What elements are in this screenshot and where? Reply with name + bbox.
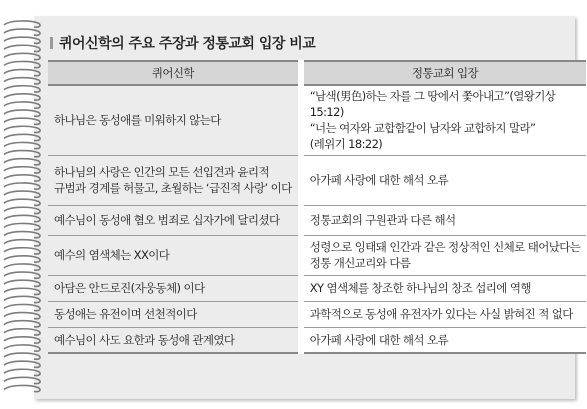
response-line: 15:12) bbox=[309, 105, 344, 120]
title-bar bbox=[50, 37, 53, 49]
spiral-coil bbox=[4, 248, 40, 254]
orthodox-response: 아가페 사랑에 대한 해석 오류 bbox=[301, 327, 587, 353]
spiral-coil bbox=[4, 110, 40, 116]
spiral-coil bbox=[4, 345, 40, 351]
spiral-coil bbox=[4, 240, 40, 246]
spiral-coil bbox=[4, 183, 40, 189]
spiral-coil bbox=[4, 369, 40, 375]
response-line: “너는 여자와 교합함같이 남자와 교합하지 말라” bbox=[309, 121, 536, 136]
spiral-coil bbox=[4, 361, 40, 367]
spiral-coil bbox=[4, 53, 40, 59]
spiral-coil bbox=[4, 134, 40, 140]
orthodox-response: XY 염색체를 창조한 하나님의 창조 섭리에 역행 bbox=[301, 275, 587, 301]
spiral-coil bbox=[4, 329, 40, 335]
spiral-coil bbox=[4, 353, 40, 359]
spiral-coil bbox=[4, 264, 40, 270]
spiral-coil bbox=[4, 207, 40, 213]
spiral-coil bbox=[4, 288, 40, 294]
spiral-coil bbox=[4, 313, 40, 319]
queer-claim: 동성애는 유전이며 선천적이다 bbox=[48, 301, 301, 327]
spiral-coil bbox=[4, 321, 40, 327]
comparison-table bbox=[48, 60, 586, 354]
spiral-coil bbox=[4, 102, 40, 108]
spiral-coil bbox=[4, 70, 40, 76]
response-line: (레위기 18:22) bbox=[309, 137, 383, 152]
table-header-row bbox=[48, 61, 586, 85]
spiral-coil bbox=[4, 21, 40, 27]
page-title bbox=[50, 33, 315, 53]
queer-claim: 예수님이 동성애 혐오 범죄로 십자가에 달리셨다 bbox=[48, 205, 301, 235]
spiral-coil bbox=[4, 199, 40, 205]
table-row bbox=[48, 85, 586, 155]
spiral-coil bbox=[4, 142, 40, 148]
spiral-coil bbox=[4, 151, 40, 157]
claim-line: 하나님의 사랑은 인간의 모든 선입견과 윤리적 bbox=[54, 165, 269, 179]
spiral-coil bbox=[4, 377, 40, 383]
spiral-coil bbox=[4, 78, 40, 84]
spiral-coil bbox=[4, 118, 40, 124]
spiral-coil bbox=[4, 272, 40, 278]
spiral-coil bbox=[4, 45, 40, 51]
orthodox-response: 과학적으로 동성애 유전자가 있다는 사실 밝혀진 적 없다 bbox=[301, 301, 587, 327]
header-orthodox-position: 정통교회 입장 bbox=[301, 61, 587, 85]
queer-claim: 하나님은 동성애를 미워하지 않는다 bbox=[48, 85, 301, 155]
response-line: 성령으로 잉태돼 인간과 같은 정상적인 신체로 태어났다는 bbox=[309, 240, 581, 254]
spiral-binding bbox=[0, 16, 44, 399]
spiral-coil bbox=[4, 167, 40, 173]
spiral-coil bbox=[4, 61, 40, 67]
orthodox-response bbox=[301, 85, 587, 155]
spiral-coil bbox=[4, 86, 40, 92]
table-row bbox=[48, 275, 586, 301]
table-row bbox=[48, 301, 586, 327]
spiral-coil bbox=[4, 126, 40, 132]
claim-line: 규범과 경계를 허물고, 초월하는 ‘급진적 사랑’ 이다 bbox=[54, 181, 292, 195]
spiral-coil bbox=[4, 337, 40, 343]
response-line: “남색(男色)하는 자를 그 땅에서 쫓아내고”(열왕기상 bbox=[309, 89, 556, 104]
table-row bbox=[48, 235, 586, 275]
spiral-coil bbox=[4, 175, 40, 181]
response-line: 정통 개신교리와 다름 bbox=[309, 256, 411, 270]
spiral-coil bbox=[4, 94, 40, 100]
queer-claim bbox=[48, 155, 301, 205]
spiral-coil bbox=[4, 280, 40, 286]
spiral-coil bbox=[4, 191, 40, 197]
spiral-coil bbox=[4, 304, 40, 310]
spiral-coil bbox=[4, 159, 40, 165]
spiral-coil bbox=[4, 232, 40, 238]
spiral-coil bbox=[4, 385, 40, 391]
spiral-coil bbox=[4, 37, 40, 43]
queer-claim: 예수님이 사도 요한과 동성애 관계였다 bbox=[48, 327, 301, 353]
header-queer-theology: 퀴어신학 bbox=[48, 61, 301, 85]
queer-claim: 아담은 안드로진(자웅동체) 이다 bbox=[48, 275, 301, 301]
orthodox-response: 아가페 사랑에 대한 해석 오류 bbox=[301, 155, 587, 205]
title-text: 퀴어신학의 주요 주장과 정통교회 입장 비교 bbox=[59, 36, 316, 52]
table-row bbox=[48, 205, 586, 235]
spiral-coil bbox=[4, 256, 40, 262]
spiral-coil bbox=[4, 29, 40, 35]
spiral-coil bbox=[4, 296, 40, 302]
orthodox-response bbox=[301, 235, 587, 275]
orthodox-response: 정통교회의 구원관과 다른 해석 bbox=[301, 205, 587, 235]
table-row bbox=[48, 155, 586, 205]
table-row bbox=[48, 327, 586, 353]
spiral-coil bbox=[4, 223, 40, 229]
queer-claim: 예수의 염색체는 XX이다 bbox=[48, 235, 301, 275]
spiral-coil bbox=[4, 215, 40, 221]
